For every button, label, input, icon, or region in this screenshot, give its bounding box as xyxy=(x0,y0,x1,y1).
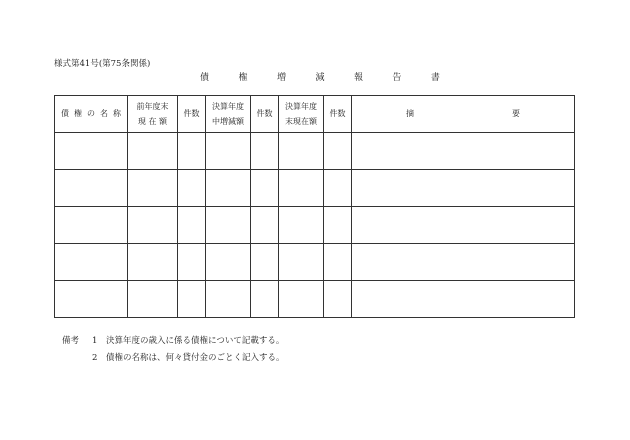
notes-label: 備考 xyxy=(62,336,80,346)
header-year-end-balance xyxy=(279,96,324,133)
header-char: 権 xyxy=(74,109,82,119)
cell-remarks[interactable] xyxy=(352,207,575,244)
table-row xyxy=(55,133,575,170)
title-char: 告 xyxy=(392,73,402,83)
header-line: 現 在 額 xyxy=(137,117,168,126)
cell-change-count[interactable] xyxy=(251,281,279,318)
cell-change-amount[interactable] xyxy=(206,133,251,170)
cell-change-count[interactable] xyxy=(251,170,279,207)
cell-claim-name[interactable] xyxy=(55,207,128,244)
table-row xyxy=(55,170,575,207)
table-header-row xyxy=(55,96,575,133)
cell-change-count[interactable] xyxy=(251,207,279,244)
header-char: 摘 xyxy=(406,109,414,119)
notes-section xyxy=(62,333,285,367)
cell-claim-name[interactable] xyxy=(55,244,128,281)
cell-remarks[interactable] xyxy=(352,170,575,207)
table-row xyxy=(55,244,575,281)
cell-change-amount[interactable] xyxy=(206,170,251,207)
header-char: の xyxy=(87,109,95,119)
cell-end-count[interactable] xyxy=(324,244,352,281)
cell-end-amount[interactable] xyxy=(279,244,324,281)
claims-report-table xyxy=(54,95,575,318)
cell-prev-amount[interactable] xyxy=(128,207,178,244)
title-char: 債 xyxy=(200,73,210,83)
cell-end-amount[interactable] xyxy=(279,133,324,170)
note-text: 決算年度の歳入に係る債権について記載する。 xyxy=(106,336,285,346)
header-count-change: 件数 xyxy=(251,96,279,133)
form-number: 様式第41号(第75条関係) xyxy=(54,59,151,69)
cell-change-amount[interactable] xyxy=(206,207,251,244)
cell-end-amount[interactable] xyxy=(279,207,324,244)
cell-change-count[interactable] xyxy=(251,133,279,170)
cell-prev-count[interactable] xyxy=(178,170,206,207)
cell-remarks[interactable] xyxy=(352,244,575,281)
cell-change-amount[interactable] xyxy=(206,244,251,281)
cell-claim-name[interactable] xyxy=(55,170,128,207)
cell-end-count[interactable] xyxy=(324,170,352,207)
cell-end-amount[interactable] xyxy=(279,170,324,207)
header-char: 要 xyxy=(512,109,520,119)
cell-prev-count[interactable] xyxy=(178,244,206,281)
header-char: 債 xyxy=(61,109,69,119)
title-char: 権 xyxy=(238,73,248,83)
table-row xyxy=(55,207,575,244)
document-title xyxy=(200,70,440,83)
title-char: 報 xyxy=(353,73,363,83)
header-count-prev: 件数 xyxy=(178,96,206,133)
title-char: 増 xyxy=(276,73,286,83)
cell-change-amount[interactable] xyxy=(206,281,251,318)
note-item xyxy=(62,350,285,367)
header-line: 末現在額 xyxy=(285,117,317,126)
cell-end-amount[interactable] xyxy=(279,281,324,318)
title-char: 減 xyxy=(315,73,325,83)
header-claim-name xyxy=(55,96,128,133)
note-text: 債権の名称は、何々貸付金のごとく記入する。 xyxy=(106,353,285,363)
header-remarks xyxy=(352,96,575,133)
header-count-end: 件数 xyxy=(324,96,352,133)
cell-end-count[interactable] xyxy=(324,207,352,244)
cell-change-count[interactable] xyxy=(251,244,279,281)
cell-prev-count[interactable] xyxy=(178,133,206,170)
cell-prev-amount[interactable] xyxy=(128,133,178,170)
note-item xyxy=(62,333,285,350)
header-char: 名 xyxy=(100,109,108,119)
note-number: 2 xyxy=(92,353,98,363)
cell-prev-count[interactable] xyxy=(178,281,206,318)
title-char: 書 xyxy=(430,73,440,83)
cell-claim-name[interactable] xyxy=(55,281,128,318)
cell-prev-amount[interactable] xyxy=(128,170,178,207)
table-row xyxy=(55,281,575,318)
note-number: 1 xyxy=(92,336,98,346)
cell-claim-name[interactable] xyxy=(55,133,128,170)
cell-end-count[interactable] xyxy=(324,281,352,318)
cell-prev-amount[interactable] xyxy=(128,244,178,281)
header-prev-year-balance xyxy=(128,96,178,133)
cell-prev-count[interactable] xyxy=(178,207,206,244)
cell-end-count[interactable] xyxy=(324,133,352,170)
header-line: 前年度末 xyxy=(136,101,169,111)
header-line: 決算年度 xyxy=(285,101,317,111)
header-line: 中増減額 xyxy=(212,117,244,126)
cell-prev-amount[interactable] xyxy=(128,281,178,318)
cell-remarks[interactable] xyxy=(352,133,575,170)
header-year-change xyxy=(206,96,251,133)
header-line: 決算年度 xyxy=(212,101,244,111)
cell-remarks[interactable] xyxy=(352,281,575,318)
header-char: 称 xyxy=(113,109,121,119)
